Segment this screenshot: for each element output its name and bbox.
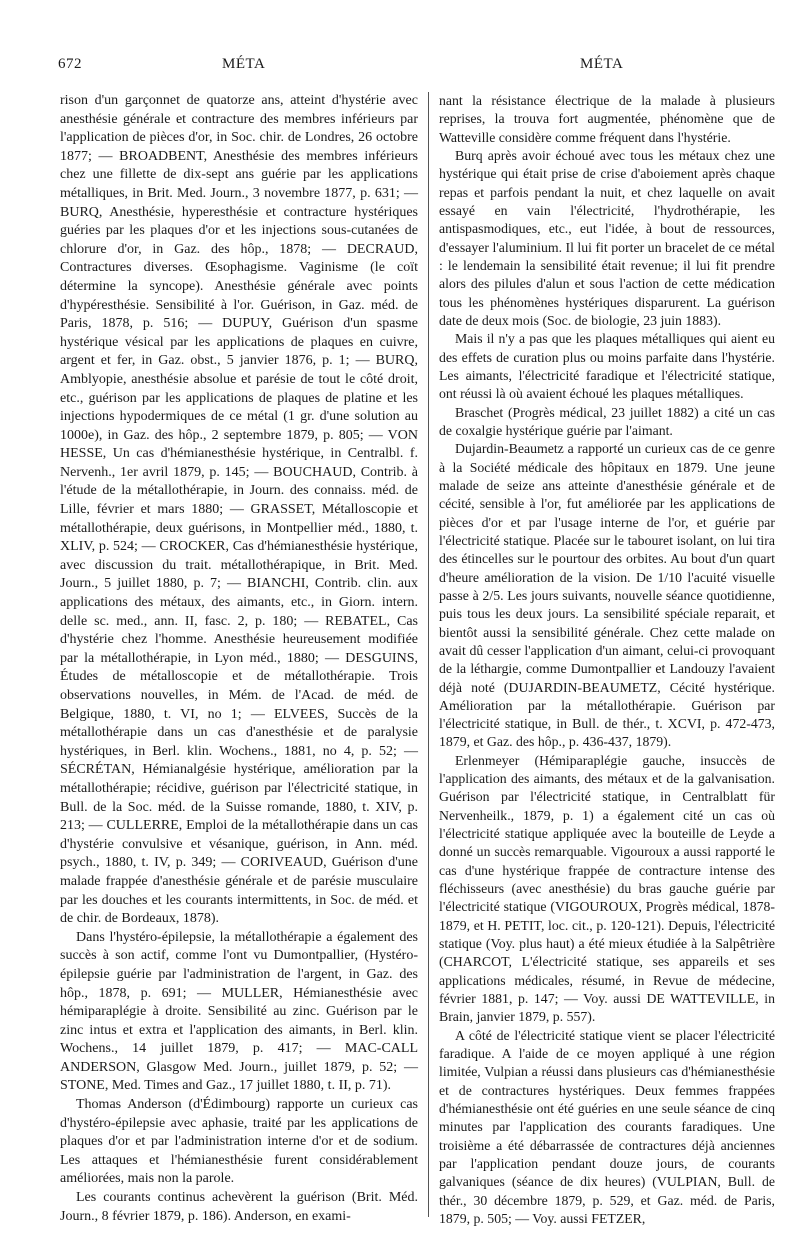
paragraph: Erlenmeyer (Hémiparaplégie gauche, insuccès de l'application des aimants, des métaux et de la galvanisation. Guérison par l'électricité statique, in Centralblatt für Nervenheilk., 1879, p. 1) a également cité un cas où l'électricité statique appliquée avec la bouteille de Leyde a donné un succès remarquable. Vigouroux a aussi rapporté le cas d'une hystérique frappée de contracture intense des fléchisseurs (avec anesthésie) du bras gauche guérie par l'électricité statique (VIGOUROUX, Progrès médical, 1878-1879, et H. PETIT, loc. cit., p. 120-121). Depuis, l'électricité statique (Voy. plus haut) a été mieux étudiée à la Salpêtrière (CHARCOT, L'électricité statique, ses appareils et ses applications médicales, résumé, in Revue de médecine, février 1881, p. 147; — Voy. aussi DE WATTEVILLE, in Brain, janvier 1879, p. 557). (439, 752, 775, 1025)
paragraph: Burq après avoir échoué avec tous les métaux chez une hystérique qui était prise de crise d'aboiement après chaque repas et parfois pendant la nuit, et chez laquelle on avait essayé en vain l'électricité, l'hydrothérapie, les antispasmodiques, etc., eut l'idée, à bout de ressources, d'essayer l'aluminium. Il lui fit porter un bracelet de ce métal : le lendemain la sensibilité était revenue; il lui fit prendre alors des pilules d'alun et sous l'action de cette médication tous les phénomènes hystériques disparurent. La guérison date de deux mois (Soc. de biologie, 23 juin 1883). (439, 147, 775, 328)
paragraph: rison d'un garçonnet de quatorze ans, atteint d'hystérie avec anesthésie générale et contracture des membres inférieurs par l'application de pièces d'or, in Soc. chir. de Londres, 26 octobre 1877; — BROADBENT, Anesthésie des membres inférieurs chez une fillette de dix-sept ans guérie par les applications métalliques, in Brit. Med. Journ., 3 novembre 1877, p. 631; — BURQ, Anesthésie, hyperesthésie et contracture hystériques guéries par les plaques d'or et les injections sous-cutanées de chlorure d'or, in Gaz. des hôp., 1878; — DECRAUD, Contractures diverses. Œsophagisme. Vaginisme (le coït détermine la syncope). Anesthésie générale avec points d'hypéresthésie. Sensibilité à l'or. Guérison, in Gaz. méd. de Paris, 1878, p. 516; — DUPUY, Guérison d'un spasme hystérique vésical par les applications de plaques en cuivre, argent et fer, in Gaz. obst., 5 janvier 1876, p. 1; — BURQ, Amblyopie, anesthésie absolue et parésie de tout le côté droit, etc., guérison par les applications de plaques de platine et les injections hypodermiques de ce métal (1 gr. d'une solution au 1000e), in Gaz. des hôp., 2 septembre 1879, p. 805; — VON HESSE, Un cas d'hémianesthésie hystérique, in Centralbl. f. Nervenh., 1er avril 1879, p. 145; — BOUCHAUD, Contrib. à l'étude de la métallothérapie, in Journ. des connaiss. méd. de Lille, février et mars 1880; — GRASSET, Métalloscopie et métallothérapie, deux guérisons, in Montpellier méd., 1880, t. XLIV, p. 524; — CROCKER, Cas d'hémianesthésie hystérique, avec discussion du trait. métallothérapique, in Brit. Med. Journ., 5 juillet 1880, p. 7; — BIANCHI, Contrib. clin. aux applications des métaux, des aimants, etc., in Giorn. intern. delle sc. med., ann. II, fasc. 2, p. 180; — REBATEL, Cas d'hystérie chez l'homme. Anesthésie heureusement modifiée par la métallothérapie, in Lyon méd., 1880; — DESGUINS, Études de métalloscopie et de métallothérapie. Trois observations nouvelles, in Mém. de l'Acad. de méd. de Belgique, 1880, t. VI, no 1; — ELVEES, Succès de la métallothérapie dans un cas d'anesthésie et de paralysie hystériques, in Berl. klin. Wochens., 1881, no 4, p. 52; — SÉCRÉTAN, Hémianalgésie hystérique, amélioration par la métallothérapie; récidive, guérison par l'électricité statique, in Bull. de la Soc. méd. de la Suisse romande, 1880, t. XIV, p. 213; — CULLERRE, Emploi de la métallothérapie dans un cas d'hystérie convulsive et vésanique, guérison, in Ann. méd. psych., 1880, t. IV, p. 349; — CORIVEAUD, Guérison d'une malade frappée d'anesthésie générale et de parésie musculaire par les douches et les courants intermittents, in Soc. de méd. et de chir. de Bordeaux, 1878). (60, 93, 418, 927)
left-column (60, 92, 418, 1226)
running-head-right: MÉTA (580, 56, 624, 72)
right-column (439, 92, 775, 1228)
paragraph: nant la résistance électrique de la malade à plusieurs reprises, la trouva fort augmentée, phénomène que de Watteville considère comme fréquent dans l'hystérie. (439, 93, 775, 145)
paragraph: Dans l'hystéro-épilepsie, la métallothérapie a également des succès à son actif, comme l'ont vu Dumontpallier, (Hystéro-épilepsie guérie par l'administration de l'argent, in Gaz. des hôp., 1878, p. 691; — MULLER, Hémianesthésie avec hémiparaplégie à droite. Sensibilité au zinc. Guérison par le zinc intus et extra et l'application des aimants, in Berl. klin. Wochens., 14 juillet 1879, p. 417; — MAC-CALL ANDERSON, Glasgow Med. Journ., juillet 1879, p. 52; — STONE, Med. Times and Gaz., 17 juillet 1880, t. II, p. 71). (60, 929, 418, 1094)
paragraph: Dujardin-Beaumetz a rapporté un curieux cas de ce genre à la Société médicale des hôpitaux en 1879. Une jeune malade de seize ans atteinte d'anesthésie générale et de cécité, sensible à l'or, fut améliorée par les applications de pièces d'or et par l'usage interne de l'or, et guérie par l'électricité statique. Placée sur le tabouret isolant, on lui tira des étincelles sur le pourtour des orbites. Au bout d'un quart d'heure amélioration de la vision. De 1/10 l'acuité visuelle passe à 2/5. Les jours suivants, nouvelle séance quotidienne, puis tous les deux jours. La sensibilité spéciale reparait, et bientôt aussi la sensibilité générale. Chez cette malade on avait dû cesser l'application d'un aimant, celui-ci provoquant de la léthargie, comme Dumontpallier et Landouzy l'avaient déjà noté (DUJARDIN-BEAUMETZ, Cécité hystérique. Amélioration par la métallothérapie. Guérison par l'électricité statique, in Bull. de thér., t. XCVI, p. 472-473, 1879, et Gaz. des hôp., p. 436-437, 1879). (439, 441, 775, 750)
paragraph: Mais il n'y a pas que les plaques métalliques qui aient eu des effets de curation plus ou moins parfaite dans l'hystérie. Les aimants, l'électricité faradique et l'électricité statique, ont réussi là où avaient échoué les plaques métalliques. (439, 331, 775, 402)
running-head-left: MÉTA (222, 56, 266, 72)
paragraph: Braschet (Progrès médical, 23 juillet 1882) a cité un cas de coxalgie hystérique guérie par l'aimant. (439, 404, 775, 438)
paragraph: A côté de l'électricité statique vient se placer l'électricité faradique. A l'aide de ce moyen appliqué à une région limitée, Vulpian a réussi dans plusieurs cas d'hémianesthésie et de contractures hystériques. Deux femmes frappées d'hémianesthésie ont été guéries en une seule séance de cinq minutes par l'application des courants faradiques. Une troisième a été débarrassée de contractures déjà anciennes par l'application pendant douze jours, de courants galvaniques (séance de dix heures) (VULPIAN, Bull. de thér., 30 décembre 1879, p. 529, et Gaz. méd. de Paris, 1879, p. 505; — Voy. aussi FETZER, (439, 1027, 775, 1227)
paragraph: Les courants continus achevèrent la guérison (Brit. Méd. Journ., 8 février 1879, p. 186). Anderson, en exami- (60, 1190, 418, 1224)
paragraph: Thomas Anderson (d'Édimbourg) rapporte un curieux cas d'hystéro-épilepsie avec aphasie, traité par les applications de plaques d'or et par l'administration interne d'or et de sodium. Les attaques et l'hémianesthésie furent considérablement améliorées, mais non la parole. (60, 1097, 418, 1187)
column-divider (428, 92, 429, 1217)
page-number: 672 (58, 56, 82, 72)
